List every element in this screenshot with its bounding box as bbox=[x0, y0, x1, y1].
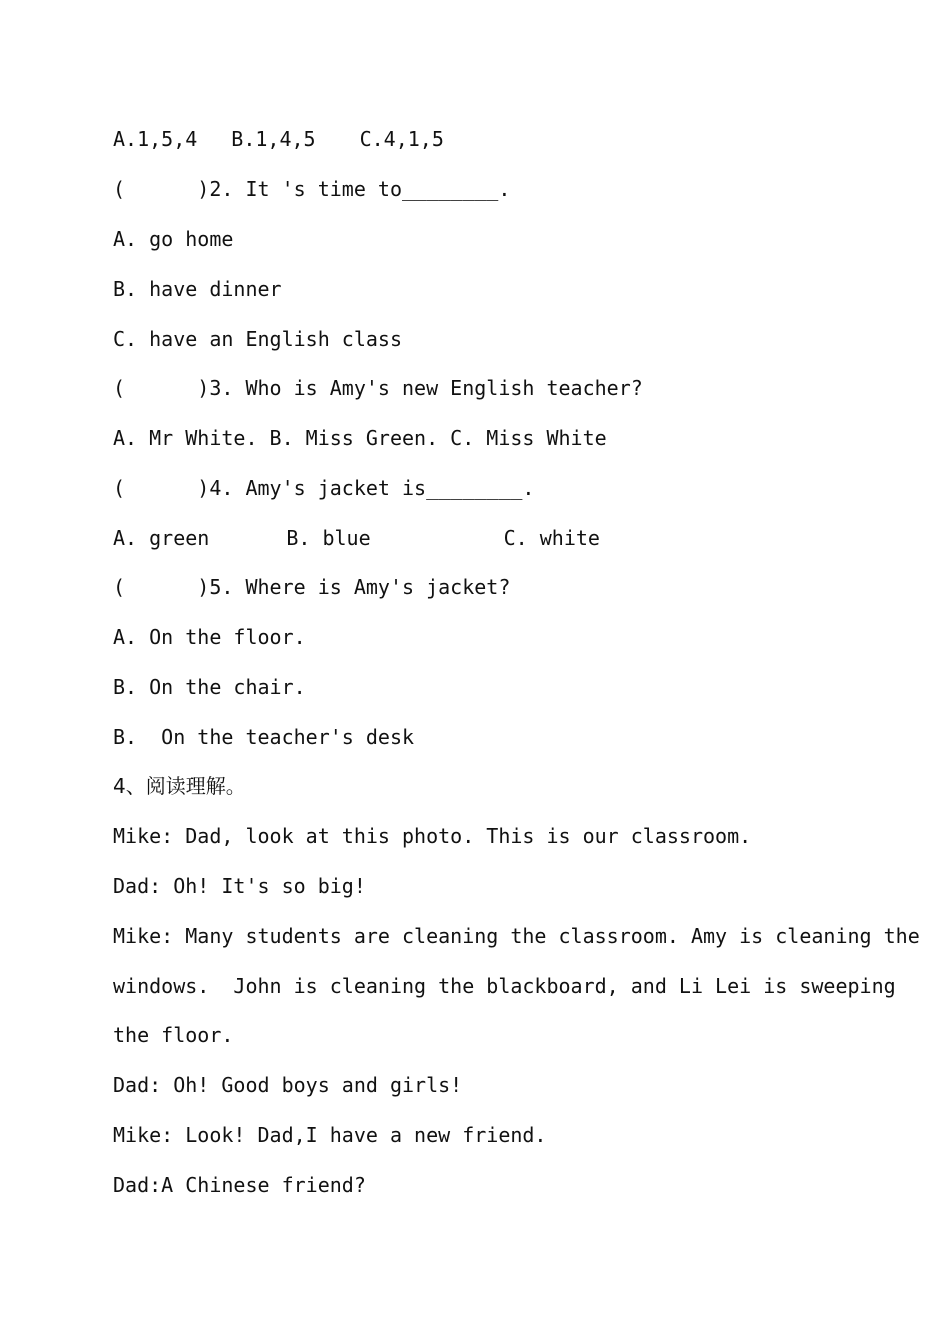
q2-option-a: A. go home bbox=[113, 227, 234, 251]
dialogue-line: Mike: Many students are cleaning the classroom. Amy is cleaning the bbox=[113, 924, 920, 948]
q3-prompt: ( )3. Who is Amy's new English teacher? bbox=[113, 376, 643, 400]
q4-prompt: ( )4. Amy's jacket is________. bbox=[113, 476, 535, 500]
q2-option-c: C. have an English class bbox=[113, 327, 402, 351]
q5-option-c: B. On the teacher's desk bbox=[113, 725, 415, 749]
q3-options: A. Mr White. B. Miss Green. C. Miss White bbox=[113, 426, 607, 450]
q5-option-b: B. On the chair. bbox=[113, 675, 306, 699]
dialogue-line: Dad:A Chinese friend? bbox=[113, 1173, 366, 1197]
dialogue-line: the floor. bbox=[113, 1023, 234, 1047]
q1-option-a: A.1,5,4 bbox=[113, 127, 198, 151]
q1-options-row bbox=[113, 127, 444, 151]
q2-prompt: ( )2. It 's time to________. bbox=[113, 177, 511, 201]
dialogue-line: windows. John is cleaning the blackboard, and Li Lei is sweeping bbox=[113, 974, 896, 998]
q5-prompt: ( )5. Where is Amy's jacket? bbox=[113, 575, 511, 599]
q4-options-row bbox=[113, 526, 600, 550]
q1-option-b: B.1,4,5 bbox=[231, 127, 316, 151]
q4-option-a: A. green bbox=[113, 526, 210, 550]
dialogue-line: Mike: Dad, look at this photo. This is our classroom. bbox=[113, 824, 752, 848]
section-4-heading: 4、阅读理解。 bbox=[113, 774, 246, 798]
dialogue-line: Dad: Oh! It's so big! bbox=[113, 874, 366, 898]
dialogue-line: Mike: Look! Dad,I have a new friend. bbox=[113, 1123, 547, 1147]
q4-option-b: B. blue bbox=[286, 526, 371, 550]
q5-option-a: A. On the floor. bbox=[113, 625, 306, 649]
q4-option-c: C. white bbox=[503, 526, 600, 550]
q1-option-c: C.4,1,5 bbox=[359, 127, 444, 151]
dialogue-line: Dad: Oh! Good boys and girls! bbox=[113, 1073, 463, 1097]
q2-option-b: B. have dinner bbox=[113, 277, 282, 301]
